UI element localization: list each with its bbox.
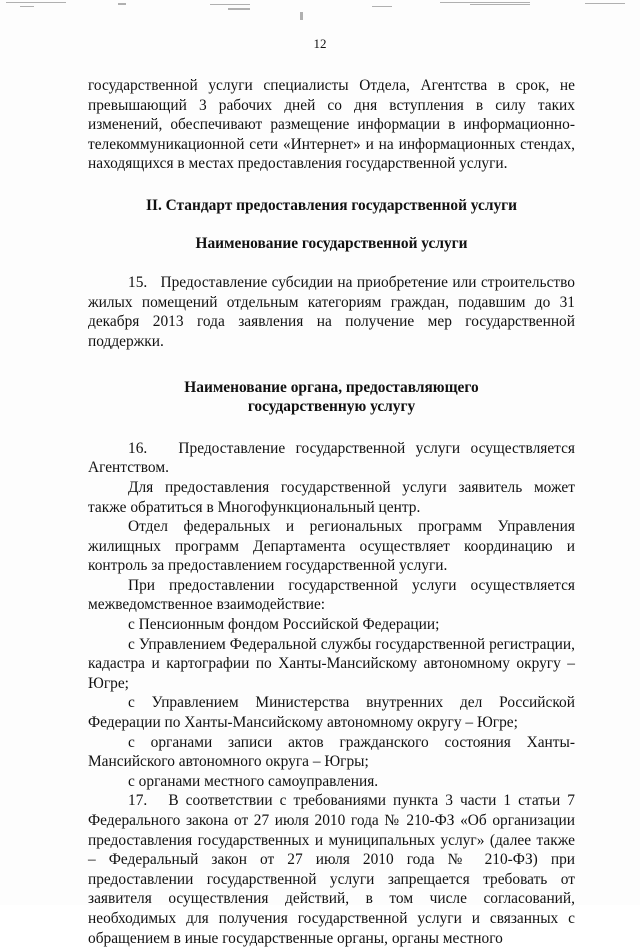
list-item-local: с органами местного самоуправления. <box>128 772 379 790</box>
paragraph-17: 17. В соответствии с требованиями пункта 3 части 1 статьи 7 Федерального закона от 27 июля 2010 года № 210-ФЗ «Об организации предоставления государственных и муниципальных услуг» (далее также – Федеральный закон от 27 июля 2010 года № 210-ФЗ) при предоставлении государственной услуги запрещается требовать от заявителя осуществления действий, в том числе согласований, необходимых для получения государственной услуги и связанных с обращением в иные государственные органы, органы местного <box>88 792 575 947</box>
paragraph-interaction: При предоставлении государственной услуги осуществляется межведомственное взаимодействие: <box>88 576 575 614</box>
paragraph-otdel: Отдел федеральных и региональных программ Управления жилищных программ Департамента осуществляет координацию и контроль за предоставлением государственной услуги. <box>88 518 575 575</box>
list-item-mvd: с Управлением Министерства внутренних дел Российской Федерации по Ханты-Мансийскому автономному округу – Югре; <box>88 694 575 732</box>
subheading-organ-line2: государственную услугу <box>247 398 416 416</box>
section-heading: II. Стандарт предоставления государственной услуги <box>145 196 518 214</box>
document-body <box>88 76 575 948</box>
page-number: 12 <box>313 36 327 51</box>
paragraph-mfc: Для предоставления государственной услуги заявитель может также обратиться в Многофункциональный центр. <box>88 478 575 516</box>
list-item-pension: с Пенсионным фондом Российской Федерации; <box>128 616 440 634</box>
intro-paragraph: государственной услуги специалисты Отдела, Агентства в срок, не превышающий 3 рабочих дней со дня вступления в силу таких изменений, обеспечивают размещение информации в информационно-телекоммуникационной сети «Интернет» и на информационных стендах, находящихся в местах предоставления государственной услуги. <box>88 77 575 173</box>
paragraph-15: 15. Предоставление субсидии на приобретение или строительство жилых помещений отдельным категориям граждан, подавшим до 31 декабря 2013 года заявления на получение мер государственной поддержки. <box>88 274 575 350</box>
subheading-service-name: Наименование государственной услуги <box>195 234 468 252</box>
list-item-rosreestr: с Управлением Федеральной службы государственной регистрации, кадастра и картографии по Ханты-Мансийскому автономному округу – Югре; <box>88 635 575 692</box>
scan-noise-decoration <box>0 0 640 20</box>
subheading-organ-line1: Наименование органа, предоставляющего <box>184 378 479 396</box>
paragraph-16: 16. Предоставление государственной услуги осуществляется Агентством. <box>88 439 575 477</box>
list-item-zags: с органами записи актов гражданского состояния Ханты-Мансийского автономного округа – Югры; <box>88 733 575 771</box>
